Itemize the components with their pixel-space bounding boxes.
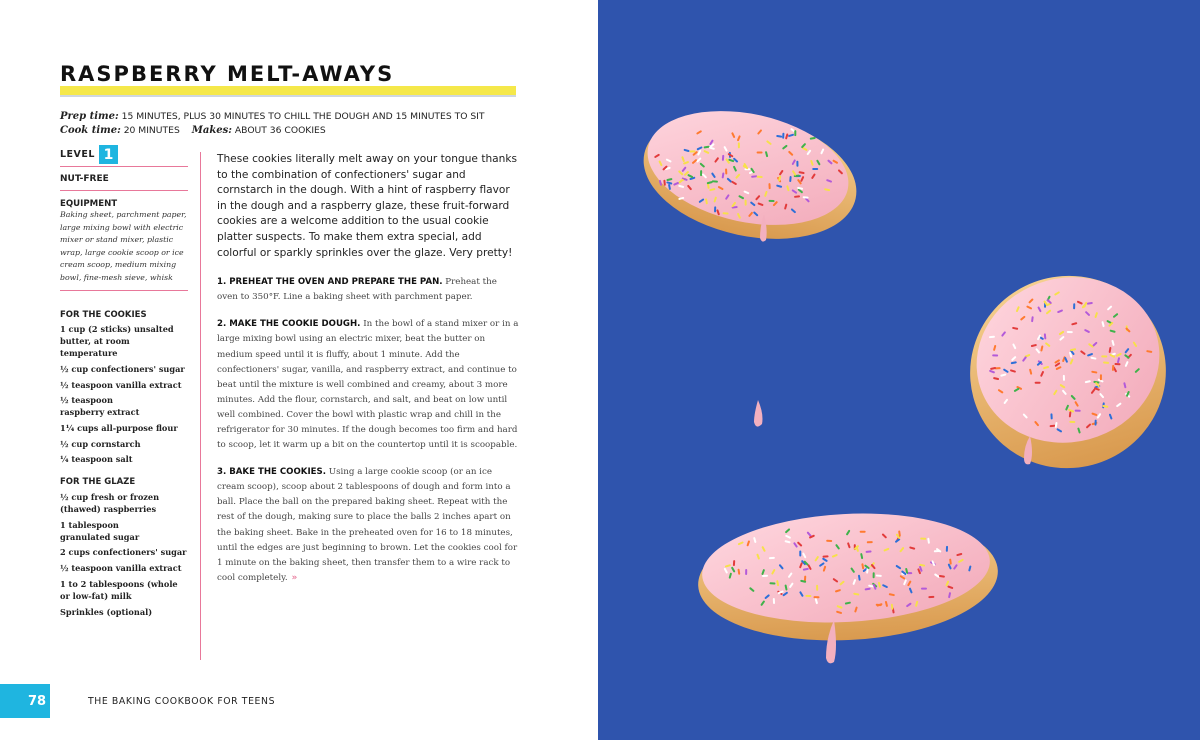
recipe-step: [217, 465, 519, 586]
photo-page: [598, 0, 1200, 740]
equipment-heading: EQUIPMENT: [60, 199, 118, 209]
ingredient-item: 2 cups confectioners' sugar: [60, 547, 187, 558]
recipe-times: [60, 110, 485, 138]
ingredient-item: ½ cup fresh or frozen (thawed) raspberries: [60, 492, 160, 515]
recipe-step: [217, 317, 519, 453]
level-row: [60, 146, 188, 167]
step-heading: 1. PREHEAT THE OVEN AND PREPARE THE PAN.: [217, 277, 443, 288]
recipe-intro: These cookies literally melt away on your tongue thanks to the combination of confectioners' sugar and cornstarch in the dough. With a hint of raspberry flavor in the dough and a raspberry glaze, these fruit-forward cookies are a welcome addition to the usual cookie platter suspects. To make them extra special, add colorful or sparkly sprinkles over the glaze. Very pretty!: [217, 153, 518, 259]
recipe-sidebar: [60, 146, 188, 618]
cookies-photo: [598, 0, 1200, 740]
ingredient-item: ½ teaspoon raspberry extract: [60, 395, 140, 418]
ingredient-item: Sprinkles (optional): [60, 606, 153, 617]
nut-free-label: NUT-FREE: [60, 167, 188, 191]
recipe-title: RASPBERRY MELT-AWAYS: [60, 62, 395, 86]
left-page: [0, 0, 598, 740]
cookie-middle: [754, 254, 1188, 490]
ingredient-item: 1 to 2 tablespoons (whole or low-fat) milk: [60, 578, 178, 601]
step-heading: 3. BAKE THE COOKIES.: [217, 467, 326, 478]
page-number: 78: [0, 684, 50, 718]
level-badge: 1: [99, 145, 118, 164]
cook-time-value: 20 MINUTES: [123, 125, 180, 136]
recipe-body: [217, 152, 519, 586]
cook-time-line: [60, 124, 485, 138]
cookies-heading: FOR THE COOKIES: [60, 309, 147, 320]
equipment-list: Baking sheet, parchment paper, large mixing bowl with electric mixer or stand mixer, plastic wrap, large cookie scoop or ice cream scoop, medium mixing bowl, fine-mesh sieve, whisk: [60, 209, 188, 291]
recipe-step: [217, 275, 519, 305]
ingredient-item: 1¼ cups all-purpose flour: [60, 423, 178, 433]
prep-time-line: [60, 110, 485, 124]
ingredient-item: 1 tablespoon granulated sugar: [60, 519, 140, 542]
ingredient-item: ½ cup cornstarch: [60, 438, 141, 449]
level-label: LEVEL: [60, 149, 95, 160]
continue-arrow-icon: »: [291, 572, 298, 583]
ingredient-item: ½ teaspoon vanilla extract: [60, 379, 182, 390]
step-text: Using a large cookie scoop (or an ice cream scoop), scoop about 2 tablespoons of dough and form into a ball. Place the ball on the prepared baking sheet. Repeat with the rest of the dough, making sure to place the balls 2 inches apart on the baking sheet. Bake in the preheated oven for 16 to 18 minutes, until the edges are just beginning to brown. Let the cookies cool for 1 minute on the baking sheet, then transfer them to a wire rack to cool completely.: [217, 467, 518, 583]
cookie-bottom: [695, 507, 1001, 664]
step-heading: 2. MAKE THE COOKIE DOUGH.: [217, 319, 361, 330]
ingredient-item: ¼ teaspoon salt: [60, 454, 133, 465]
title-underline: [60, 95, 516, 97]
prep-time-value: 15 MINUTES, PLUS 30 MINUTES TO CHILL THE DOUGH AND 15 MINUTES TO SIT: [121, 111, 485, 122]
ingredient-item: ½ teaspoon vanilla extract: [60, 563, 182, 574]
makes-label: Makes:: [191, 125, 232, 136]
cookie-top: [632, 94, 868, 257]
column-divider: [200, 152, 201, 660]
ingredient-item: 1 cup (2 sticks) unsalted butter, at room temperature: [60, 324, 174, 359]
running-title: THE BAKING COOKBOOK FOR TEENS: [88, 696, 276, 707]
step-text: In the bowl of a stand mixer or in a large mixing bowl using an electric mixer, beat the butter on medium speed until it is fluffy, about 1 minute. Add the confectioners' sugar, vanilla, and raspberry extract, and continue to beat until the mixture is well combined and creamy, about 3 more minutes. Add the flour, cornstarch, and salt, and beat on low until well combined. Cover the bowl with plastic wrap and chill in the refrigerator for 30 minutes. If the dough becomes too firm and hard to scoop, let it warm up a bit on the countertop until it is scoopable.: [217, 319, 519, 451]
step-text: Preheat the oven to 350°F. Line a baking sheet with parchment paper.: [217, 277, 497, 303]
glaze-heading: FOR THE GLAZE: [60, 477, 136, 488]
makes-value: ABOUT 36 COOKIES: [234, 125, 326, 136]
cook-time-label: Cook time:: [60, 125, 121, 136]
title-highlight: [60, 86, 516, 95]
prep-time-label: Prep time:: [60, 111, 119, 122]
ingredient-item: ½ cup confectioners' sugar: [60, 363, 185, 374]
